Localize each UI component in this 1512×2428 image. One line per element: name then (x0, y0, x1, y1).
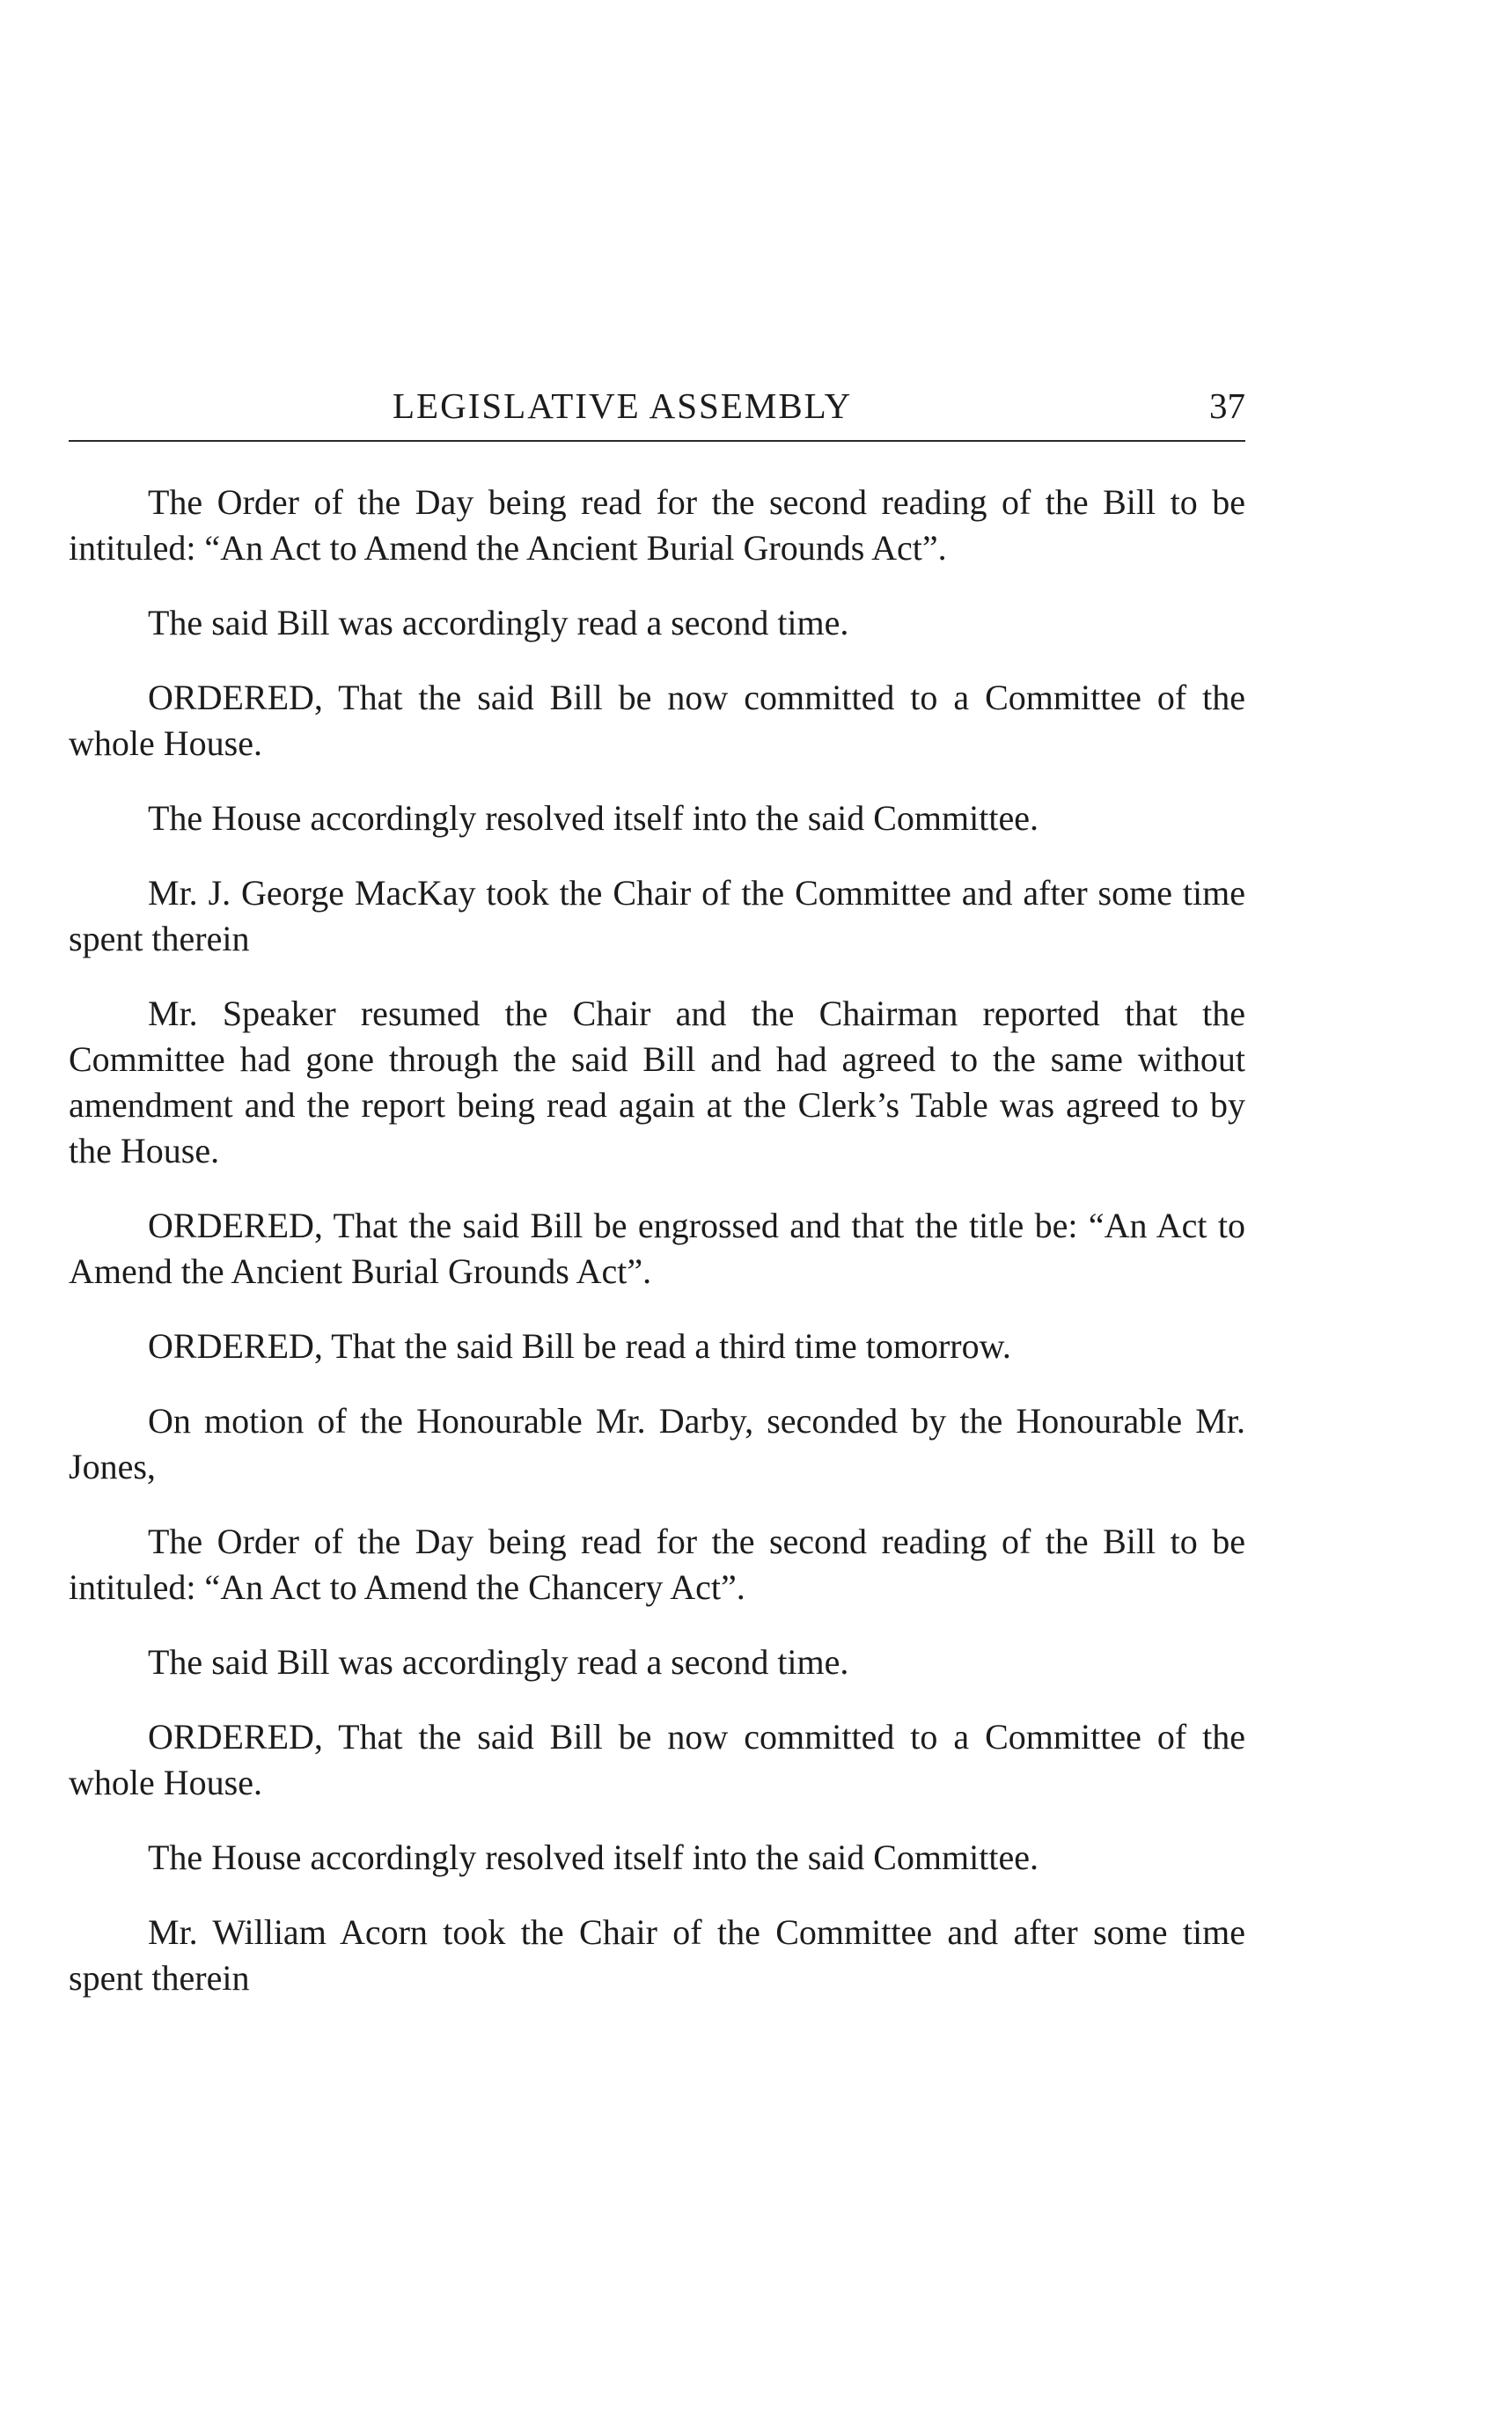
paragraph: ORDERED, That the said Bill be now committed to a Committee of the whole House. (69, 1717, 1245, 1802)
paragraph: The House accordingly resolved itself into the said Committee. (148, 1838, 1039, 1877)
paragraph: The said Bill was accordingly read a second time. (148, 1642, 849, 1682)
running-title: LEGISLATIVE ASSEMBLY (393, 385, 853, 426)
body-text (69, 480, 1245, 2030)
paragraph: ORDERED, That the said Bill be now committed to a Committee of the whole House. (69, 678, 1245, 763)
header-rule (69, 440, 1245, 442)
paragraph: Mr. Speaker resumed the Chair and the Chairman reported that the Committee had gone through the said Bill and had agreed to the same without amendment and the report being read again at the Clerk’s Table was agreed to by the House. (69, 994, 1245, 1170)
paragraph: The said Bill was accordingly read a second time. (148, 603, 849, 642)
paragraph: The House accordingly resolved itself into the said Committee. (148, 798, 1039, 838)
paragraph: Mr. J. George MacKay took the Chair of the Committee and after some time spent therein (69, 873, 1245, 958)
paragraph: The Order of the Day being read for the second reading of the Bill to be intituled: “An Act to Amend the Chancery Act”. (69, 1522, 1245, 1607)
paragraph: Mr. William Acorn took the Chair of the Committee and after some time spent therein (69, 1912, 1245, 1998)
page-number: 37 (1209, 385, 1245, 426)
paragraph: ORDERED, That the said Bill be read a third time tomorrow. (148, 1326, 1011, 1366)
paragraph: ORDERED, That the said Bill be engrossed and that the title be: “An Act to Amend the Ancient Burial Grounds Act”. (69, 1206, 1245, 1291)
paragraph: The Order of the Day being read for the second reading of the Bill to be intituled: “An Act to Amend the Ancient Burial Grounds Act”. (69, 482, 1245, 568)
page-header (69, 383, 1245, 436)
paragraph: On motion of the Honourable Mr. Darby, seconded by the Honourable Mr. Jones, (69, 1401, 1245, 1486)
